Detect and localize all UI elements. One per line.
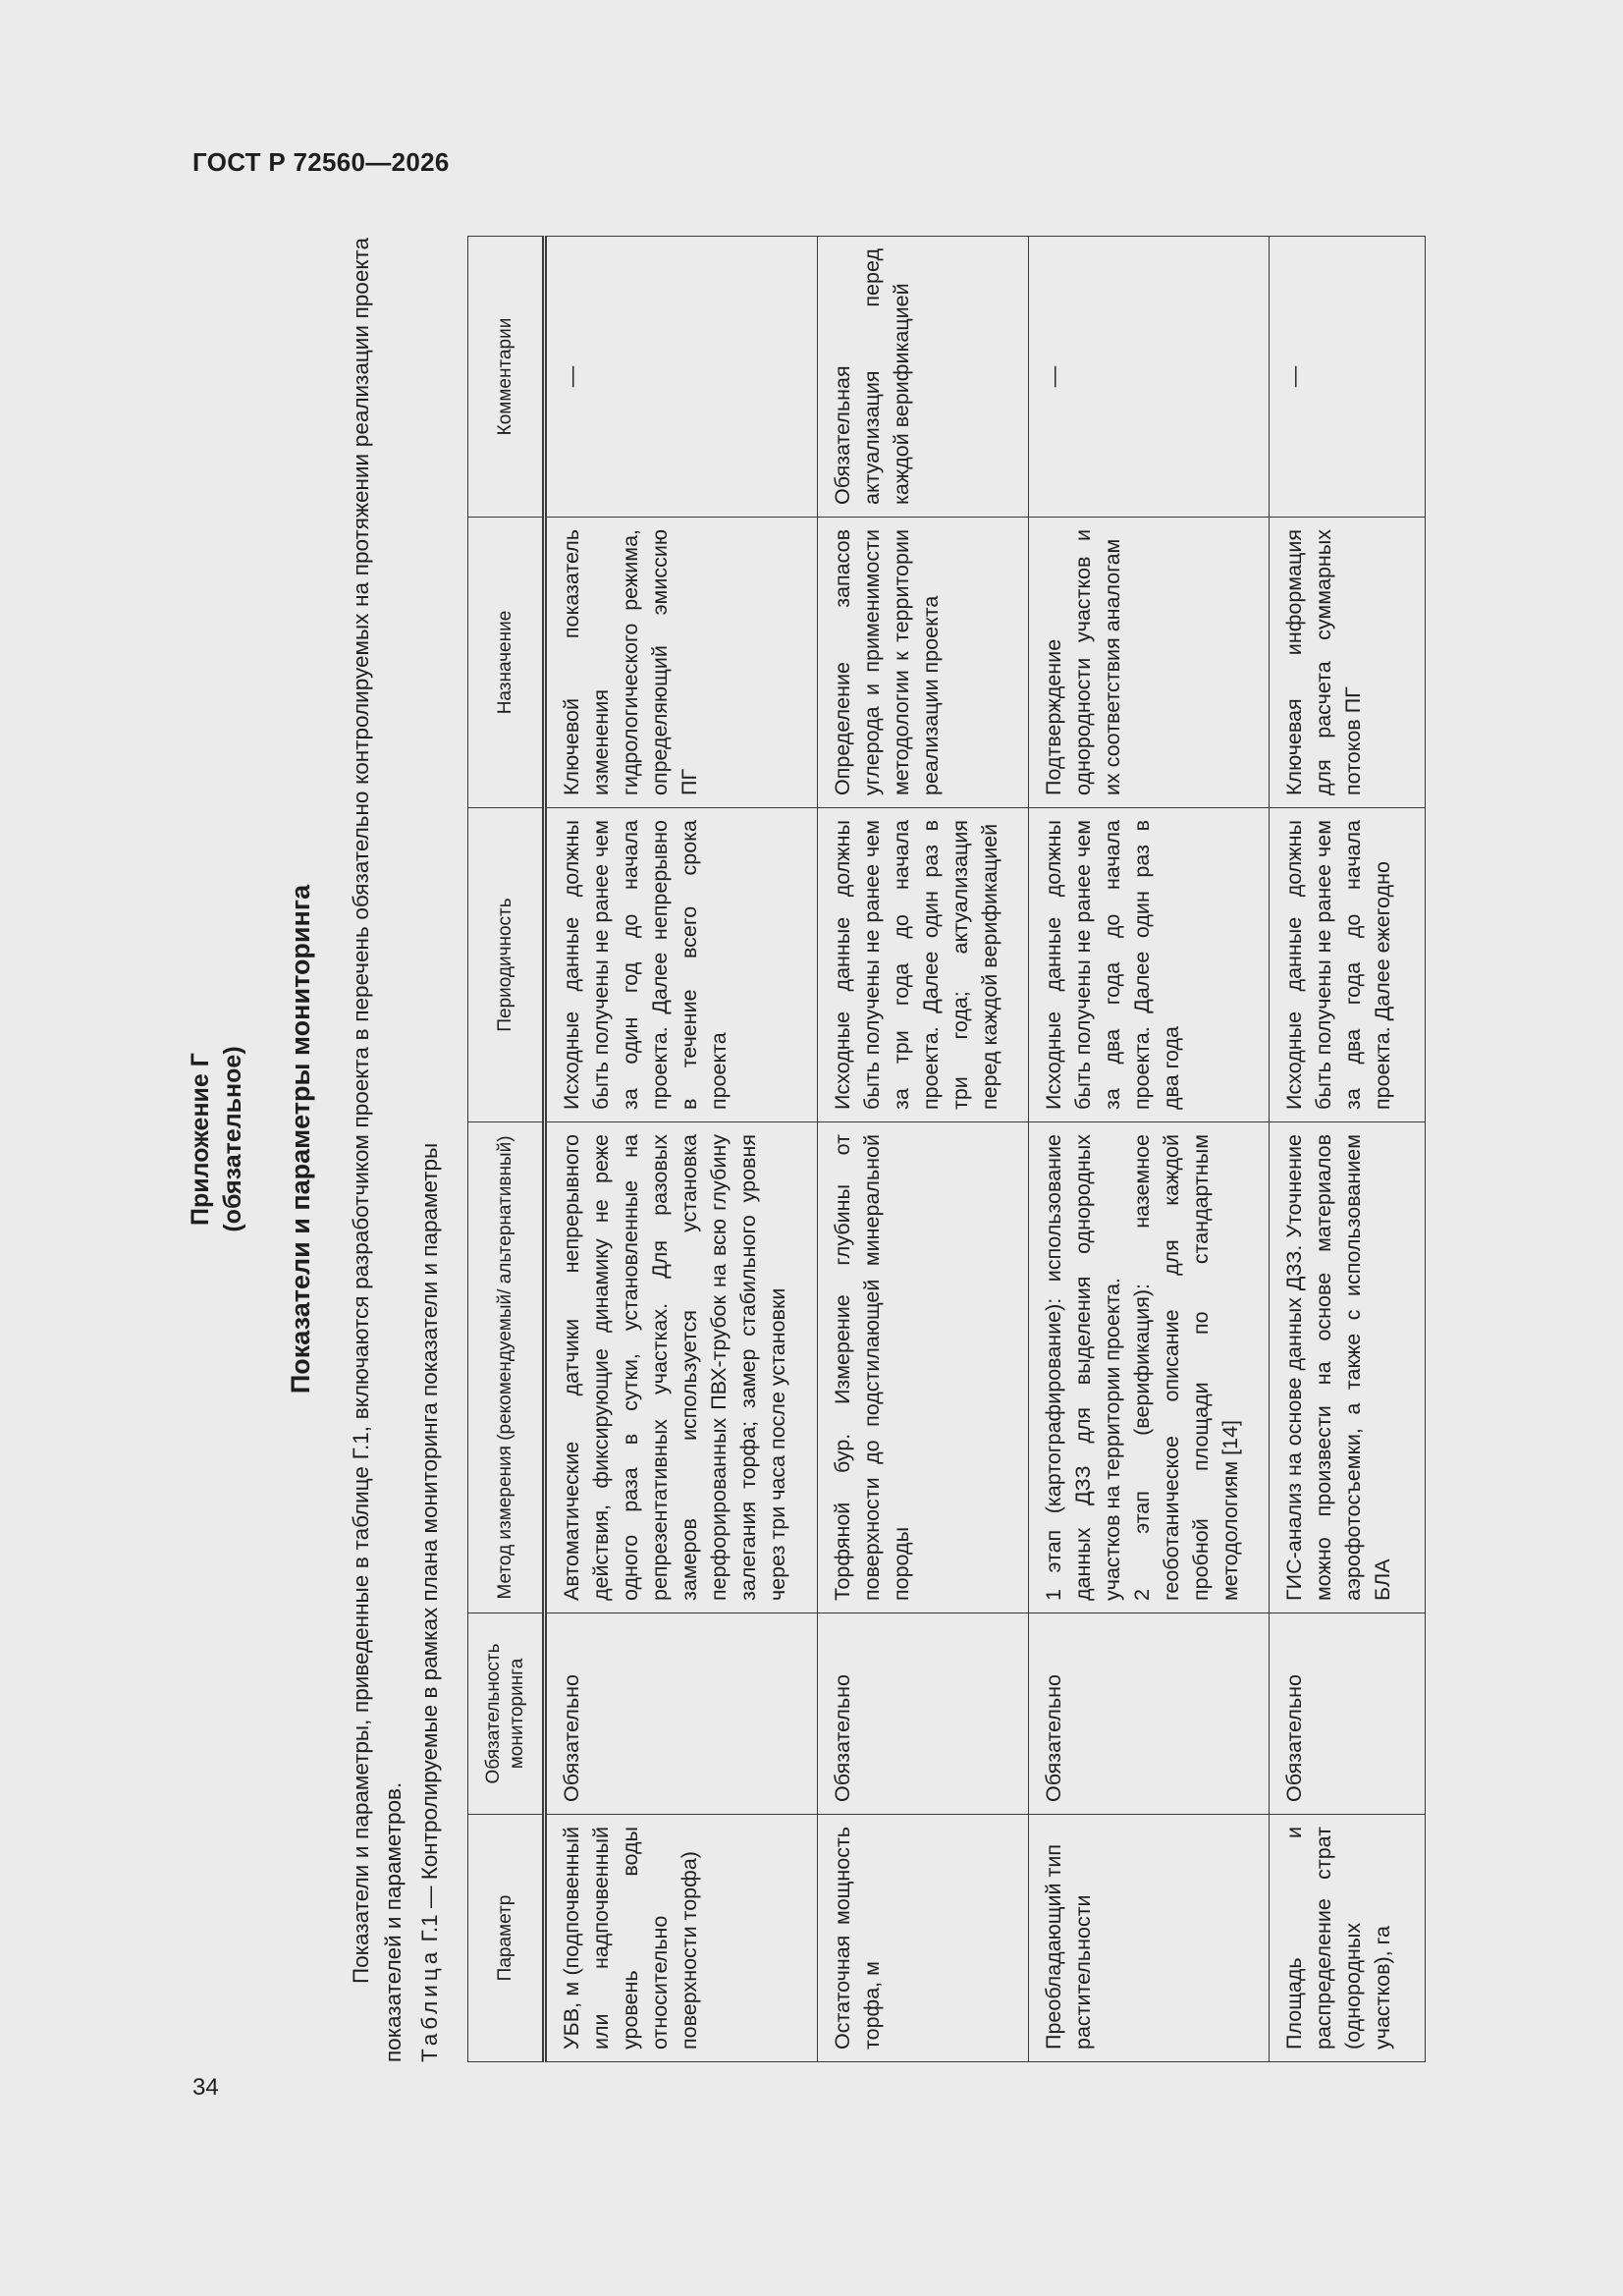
table-row	[818, 237, 1029, 2062]
cell-obligation: Обязательно	[1270, 1613, 1426, 1815]
cell-method: ГИС-анализ на основе данных ДЗЗ. Уточнение можно произвести на основе материалов аэрофотосъемки, а также с использованием БЛА	[1270, 1122, 1426, 1613]
table-caption	[413, 238, 446, 2062]
cell-method: Автоматические датчики непрерывного действия, фиксирующие динамику не реже одного раза в сутки, установленные на репрезентативных участках. Для разовых замеров используется установка перфорированных ПВХ-трубок на всю глубину залегания торфа; замер стабильного уровня через три часа после установки	[545, 1122, 818, 1613]
cell-method	[1029, 1122, 1270, 1613]
cell-method: Торфяной бур. Измерение глубины от поверхности до подстилающей минеральной породы	[818, 1122, 1029, 1613]
standard-code: ГОСТ Р 72560—2026	[192, 147, 450, 177]
cell-purpose: Определение запасов углерода и применимости методологии к территории реализации проекта	[818, 518, 1029, 808]
table-header-row	[468, 237, 545, 2062]
table-caption-text: Г.1 — Контролируемые в рамках плана мониторинга показатели и параметры	[417, 1142, 442, 1948]
cell-parameter: Площадь и распределение страт (однородных участков), га	[1270, 1815, 1426, 2062]
page-number: 34	[192, 2074, 219, 2101]
table-row	[1029, 237, 1270, 2062]
cell-period: Исходные данные должны быть получены не ранее чем за один год до начала проекта. Далее непрерывно в течение всего срока проекта	[545, 808, 818, 1122]
cell-purpose: Ключевой показатель изменения гидрологического режима, определяющий эмиссию ПГ	[545, 518, 818, 808]
cell-obligation: Обязательно	[1029, 1613, 1270, 1815]
cell-comment: —	[1270, 237, 1426, 518]
cell-parameter: Преобладающий тип растительности	[1029, 1815, 1270, 2062]
table-row	[545, 237, 818, 2062]
cell-period: Исходные данные должны быть получены не ранее чем за два года до начала проекта. Далее ежегодно	[1270, 808, 1426, 1122]
column-header-obligation: Обязательность мониторинга	[468, 1613, 545, 1815]
cell-parameter: Остаточная мощность торфа, м	[818, 1815, 1029, 2062]
appendix-heading	[185, 216, 249, 2062]
cell-period: Исходные данные должны быть получены не ранее чем за два года до начала проекта. Далее один раз в два года	[1029, 808, 1270, 1122]
section-title: Показатели и параметры мониторинга	[286, 884, 315, 1394]
cell-obligation: Обязательно	[818, 1613, 1029, 1815]
cell-purpose: Подтверждение однородности участков и их соответствия аналогам	[1029, 518, 1270, 808]
monitoring-table	[467, 236, 1426, 2062]
cell-comment: Обязательная актуализация перед каждой верификацией	[818, 237, 1029, 518]
cell-comment: —	[545, 237, 818, 518]
appendix-status: (обязательное)	[219, 1046, 246, 1232]
intro-paragraph: Показатели и параметры, приведенные в таблице Г.1, включаются разработчиком проекта в перечень обязательно контролируемых на протяжении реализации проекта показателей и параметров.	[349, 238, 406, 2062]
appendix-title: Приложение Г	[187, 1053, 214, 1226]
column-header-purpose: Назначение	[468, 518, 545, 808]
rotated-page-content	[185, 216, 1500, 2062]
cell-period: Исходные данные должны быть получены не ранее чем за три года до начала проекта. Далее один раз в три года; актуализация перед каждой верификацией	[818, 808, 1029, 1122]
cell-purpose: Ключевая информация для расчета суммарных потоков ПГ	[1270, 518, 1426, 808]
method-stage-1: 1 этап (картографирование): использование данных ДЗЗ для выделения однородных участков на территории проекта.	[1042, 1134, 1124, 1601]
column-header-comment: Комментарии	[468, 237, 545, 518]
cell-parameter: УБВ, м (подпочвенный или надпочвенный уровень воды относительно поверхности торфа)	[545, 1815, 818, 2062]
column-header-method: Метод измерения (рекомендуемый/ альтернативный)	[468, 1122, 545, 1613]
cell-obligation: Обязательно	[545, 1613, 818, 1815]
column-header-period: Периодичность	[468, 808, 545, 1122]
table-row	[1270, 237, 1426, 2062]
method-stage-2: 2 этап (верификация): наземное геоботаническое описание для каждой пробной площади по стандартным методологиям [14]	[1130, 1134, 1242, 1601]
column-header-parameter: Параметр	[468, 1815, 545, 2062]
table-caption-prefix: Таблица	[417, 1947, 442, 2062]
cell-comment: —	[1029, 237, 1270, 518]
